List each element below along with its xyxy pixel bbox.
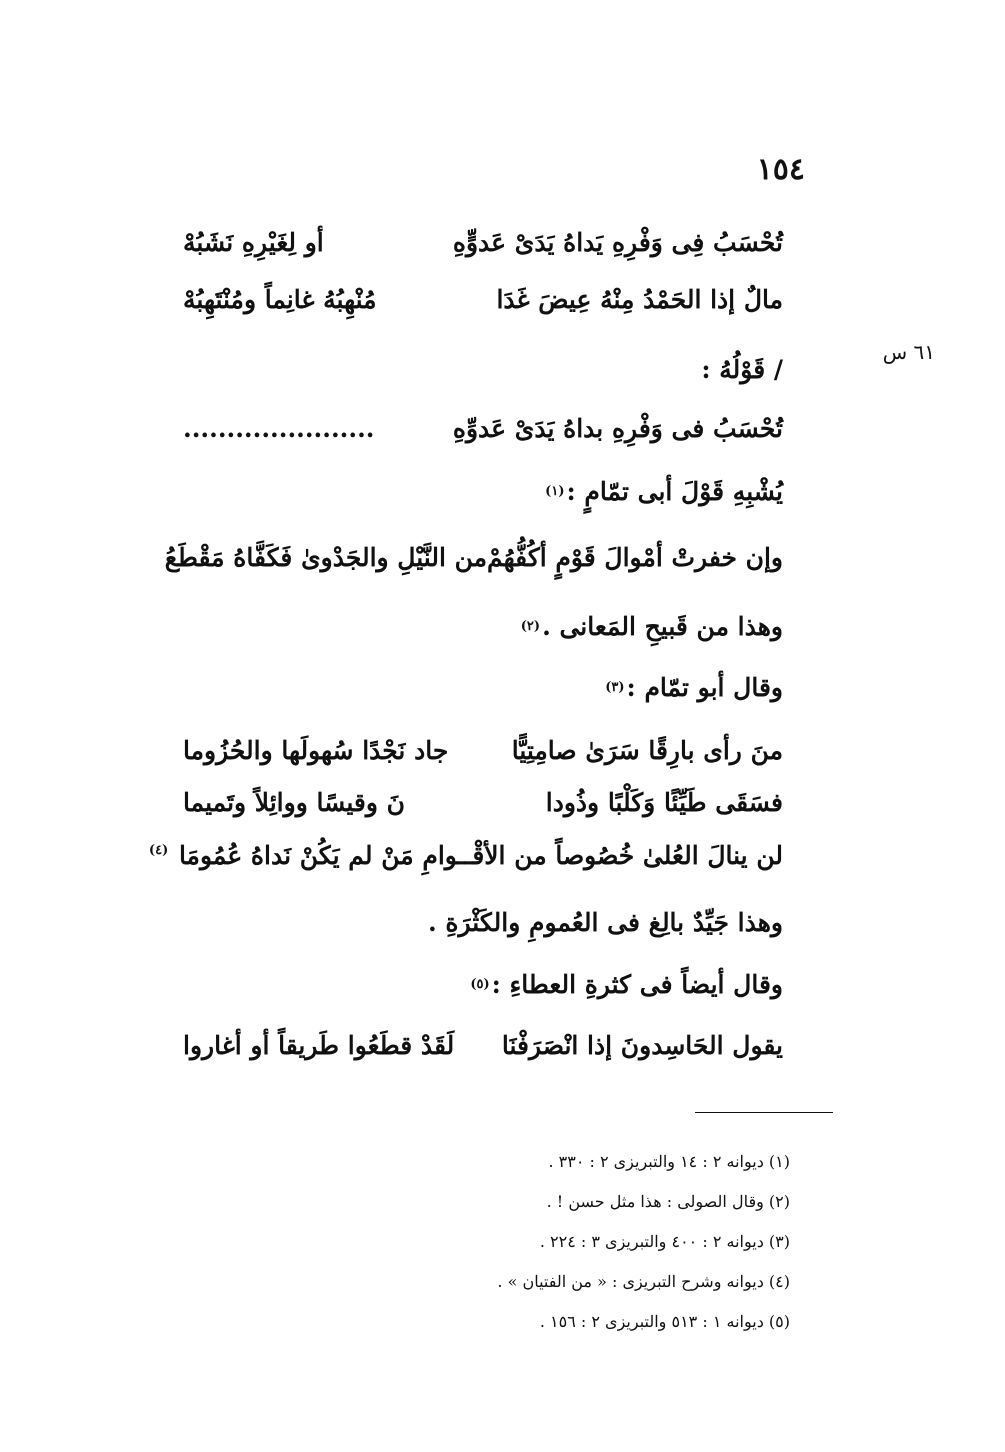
footnote-ref-2: (٢) [520,618,541,634]
verse-3-hemistich-1: تُحْسَبُ فى وَفْرِهِ بداهُ يَدَىْ عَدوِّهِ [452,413,783,443]
verse-1-hemistich-1: تُحْسَبُ فِى وَفْرِهِ يَداهُ يَدَىْ عَدوٍّهِ [452,227,783,257]
verse-7-hemistich-2 [147,841,465,870]
verse-8-hemistich-2: لَقَدْ قطَعُوا طَريقاً أو أغاروا [183,1030,455,1060]
verse-4-hemistich-2: من النَّيْلِ والجَدْوىٰ فَكَفَّاهُ مَقْطَعُ [164,542,488,572]
qala-abu-line [183,664,783,710]
footnote-3: (٣) ديوانه ٢ : ٤٠٠ والتبريزى ٣ : ٢٢٤ . [539,1231,790,1251]
footnote-ref-5: (٥) [470,976,490,992]
footnote-1: (١) ديوانه ٢ : ١٤ والتبريزى ٢ : ٣٣٠ . [548,1151,790,1171]
verse-2-hemistich-1: مالٌ إذا الحَمْدُ مِنْهُ عِيضَ غَدَا [496,284,783,314]
qabih-line [183,603,783,649]
jayyid-line: وهذا جَيِّدٌ بالِغ فى العُمومِ والكَثْرَةِ . [427,907,783,937]
footnote-ref-3: (٣) [605,679,625,695]
qala-abu-text: وقال أبو تمّام : [626,672,783,702]
yushbih-line [183,468,783,514]
margin-note: ٦١ س [882,340,935,364]
footnote-4: (٤) ديوانه وشرح التبريزى : « من الفتيان » . [497,1271,790,1291]
verse-5-hemistich-1: منَ رأى بارِقًا سَرَىٰ صامِتِيًّا [511,735,783,765]
footnote-2: (٢) وقال الصولى : هذا مثل حسن ! . [546,1191,790,1211]
verse-3 [183,403,783,453]
verse-3-ellipsis: ...................... [183,413,375,443]
footnote-ref-1: (١) [545,483,565,499]
page-number: ١٥٤ [756,152,805,187]
verse-4-hemistich-1: وإن خفرتْ أمْوالَ قَوْمٍ أكُفُّهُمْ [487,542,783,572]
qala-aydan-line [183,961,783,1007]
verse-4 [164,532,783,582]
verse-2-hemistich-2: مُنْهِبُهُ غانِماً ومُنْتَهِبُهْ [183,284,377,314]
verse-5 [183,725,783,775]
verse-5-hemistich-2: جاد نَجْدًا سُهولَها والحُزُوما [183,735,449,765]
verse-1-hemistich-2: أو لِغَيْرِهِ نَشَبُهْ [183,227,324,257]
verse-7 [148,830,783,880]
yushbih-text: يُشْبِهِ قَوْلَ أبى تمّامٍ : [566,476,783,506]
verse-1 [183,217,783,267]
footnote-divider [695,1112,833,1113]
verse-2 [183,274,783,324]
qala-aydan-text: وقال أيضاً فى كثرةِ العطاءِ : [491,969,783,999]
qawluhu-line: / قَوْلُهُ : [701,354,783,384]
verse-7-hemistich-1: لن ينالَ العُلىٰ خُصُوصاً من الأقْـ [465,840,783,870]
qabih-text: وهذا من قَبيحِ المَعانى . [542,611,783,641]
verse-6 [183,777,783,827]
footnote-5: (٥) ديوانه ١ : ٥١٣ والتبريزى ٢ : ١٥٦ . [539,1311,790,1331]
verse-8-hemistich-1: يقول الحَاسِدونَ إذا انْصَرَفْنَا [501,1030,783,1060]
verse-6-hemistich-2: نَ وقيسًا ووائِلاً وتَميما [183,787,406,817]
verse-8 [183,1020,783,1070]
footnote-ref-4: (٤) [148,843,169,859]
verse-7-hemistich-2-text: ـوامِ مَنْ لم يَكُنْ نَداهُ عُمُومَا [178,840,466,870]
verse-6-hemistich-1: فسَقَى طَيِّئًا وَكَلْبًا وذُودا [545,787,783,817]
